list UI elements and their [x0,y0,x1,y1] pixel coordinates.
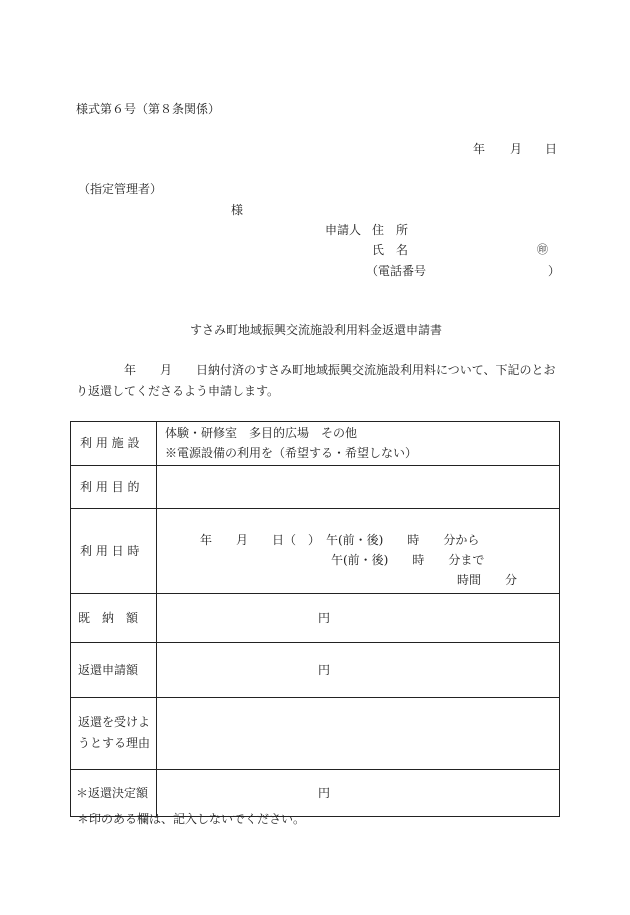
address-label: 住 所 [372,223,409,237]
reason-label-line-1: 返還を受けよ [78,715,151,729]
datetime-label-cell [71,509,157,594]
applicant-label: 申請人 [325,223,362,237]
intro-text [76,360,562,402]
decision-value-cell[interactable] [157,770,560,817]
paid-amount-unit: 円 [318,611,331,625]
purpose-label-cell [71,466,157,509]
footnote: ＊印のある欄は、記入しないでください。 [77,812,306,826]
paid-amount-label: 既 納 額 [78,611,139,625]
phone-close-paren: ） [548,264,561,278]
application-table [70,421,560,817]
refund-request-label: 返還申請額 [78,663,139,677]
date-day-label: 日 [545,142,558,156]
row-facility [71,422,560,466]
decision-amount-unit: 円 [318,786,331,800]
date-month-label: 月 [510,142,523,156]
form-number: 様式第６号（第８条関係） [76,102,221,116]
refund-request-value-cell[interactable] [157,643,560,698]
row-reason [71,698,560,770]
reason-value-cell[interactable] [157,698,560,770]
datetime-line-3: 時間 分 [457,573,518,587]
designated-manager-label: （指定管理者） [78,182,163,196]
intro-line-1: 年 月 日納付済のすさみ町地域振興交流施設利用料について、下記のとお [76,363,556,377]
row-decision [71,770,560,817]
reason-label-cell [71,698,157,770]
name-label: 氏 名 [372,243,409,257]
refund-request-label-cell [71,643,157,698]
phone-label: （電話番号 [366,264,427,278]
datetime-line-2: 午(前・後) 時 分まで [331,553,485,567]
facility-options[interactable]: 体験・研修室 多目的広場 その他 [165,426,358,440]
reason-label-line-2: うとする理由 [78,736,151,750]
row-refund-request [71,643,560,698]
page-title: すさみ町地域振興交流施設利用料金返還申請書 [190,323,443,337]
datetime-value-cell[interactable] [157,509,560,594]
datetime-label: 利 用 日 時 [80,544,140,558]
decision-amount-label: ＊返還決定額 [76,786,149,800]
datetime-line-1: 年 月 日（ ） 午(前・後) 時 分から [200,533,480,547]
row-paid-amount [71,594,560,643]
intro-line-2: り返還してくださるよう申請します。 [76,384,280,398]
power-usage-note[interactable]: ※電源設備の利用を（希望する・希望しない） [165,446,418,460]
purpose-value-cell[interactable] [157,466,560,509]
row-datetime [71,509,560,594]
paid-value-cell[interactable] [157,594,560,643]
purpose-label: 利 用 目 的 [80,480,140,494]
date-year-label: 年 [473,142,486,156]
paid-label-cell [71,594,157,643]
refund-request-unit: 円 [318,663,331,677]
seal-mark: ㊞ [537,243,548,256]
facility-label-cell [71,422,157,466]
decision-label-cell [71,770,157,817]
facility-label: 利 用 施 設 [80,436,140,450]
facility-value-cell[interactable] [157,422,560,466]
honorific-sama: 様 [231,203,244,217]
row-purpose [71,466,560,509]
